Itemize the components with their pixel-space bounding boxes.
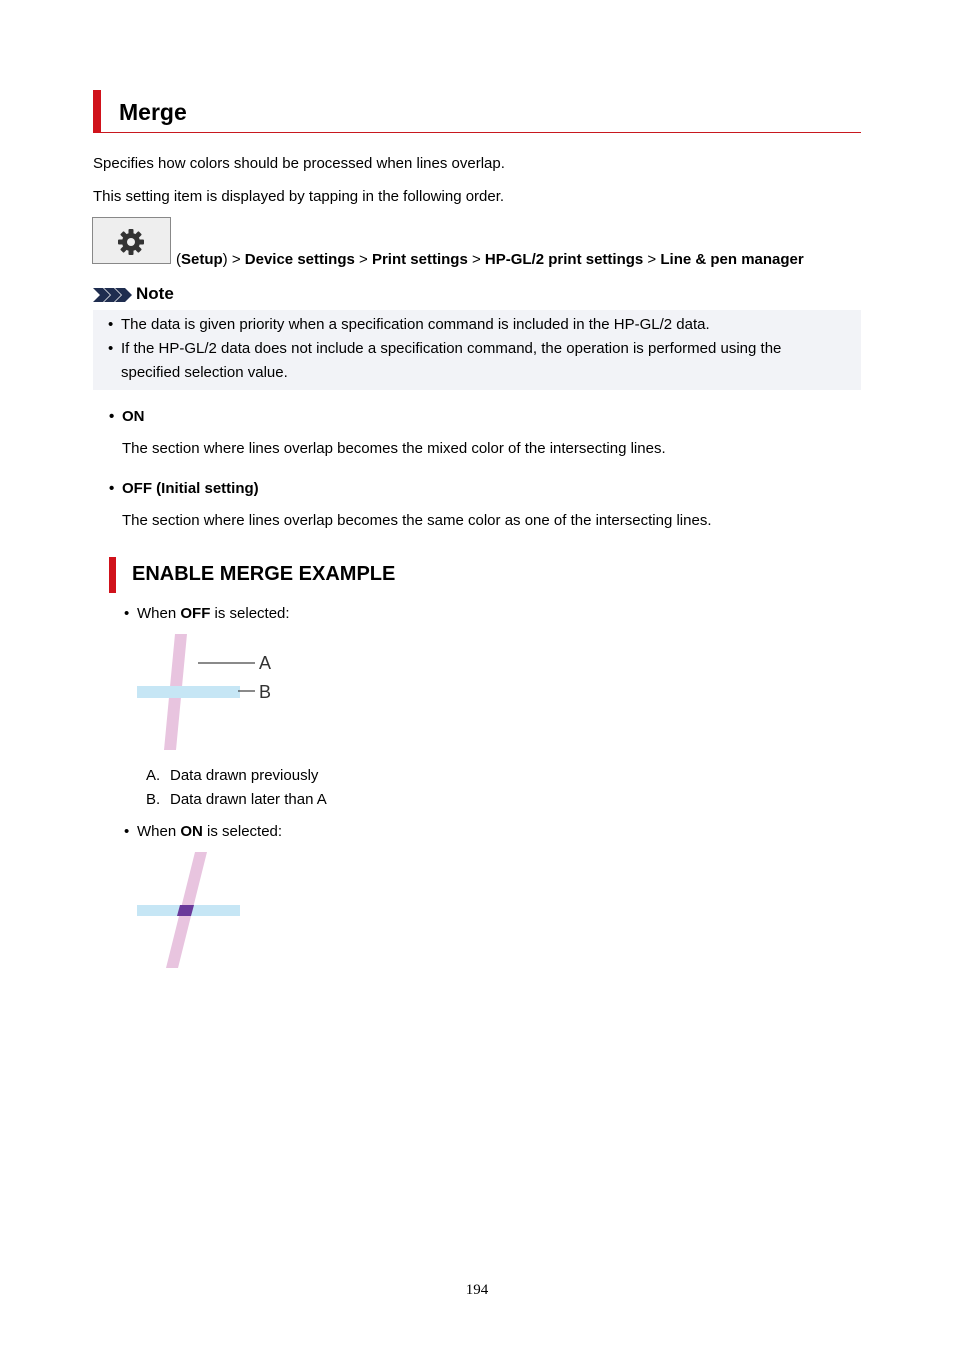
path-hpgl-settings: HP-GL/2 print settings	[484, 251, 644, 268]
legend-item: B. Data drawn later than A	[146, 791, 327, 808]
order-text: This setting item is displayed by tapping in the following order.	[93, 188, 505, 205]
note-item-continued: specified selection value.	[121, 364, 288, 381]
heading-accent-bar	[93, 90, 101, 133]
label-a: A	[259, 653, 272, 673]
page-title: Merge	[119, 99, 187, 125]
merged-intersection	[177, 905, 194, 916]
path-setup: Setup	[181, 251, 223, 268]
note-chevrons-icon	[93, 285, 133, 305]
example-accent-bar	[109, 557, 116, 593]
path-print-settings: Print settings	[371, 251, 468, 268]
example-title: ENABLE MERGE EXAMPLE	[132, 563, 396, 585]
page-number: 194	[465, 1282, 489, 1298]
intro-text: Specifies how colors should be processed when lines overlap.	[93, 155, 505, 172]
gear-icon	[116, 227, 146, 257]
option-off-desc: The section where lines overlap becomes the same color as one of the intersecting lines.	[122, 512, 712, 529]
page-heading	[93, 90, 861, 133]
path-device-settings: Device settings	[244, 251, 355, 268]
legend-item: A. Data drawn previously	[146, 767, 319, 784]
label-b: B	[259, 682, 272, 702]
option-on-desc: The section where lines overlap becomes the mixed color of the intersecting lines.	[122, 440, 666, 457]
off-merge-illustration	[130, 632, 290, 754]
line-b	[137, 686, 240, 698]
on-merge-illustration	[130, 850, 250, 972]
menu-path: (Setup) > Device settings > Print settings > HP-GL/2 print settings > Line & pen manager	[176, 251, 804, 268]
path-line-pen-manager: Line & pen manager	[660, 251, 804, 268]
setup-button[interactable]	[92, 217, 171, 264]
note-box: • The data is given priority when a specification command is included in the HP-GL/2 data. • If the HP-GL/2 data does not include a specification command, the operation is performed using the specified selection value.	[93, 310, 861, 390]
note-label: Note	[136, 284, 174, 303]
